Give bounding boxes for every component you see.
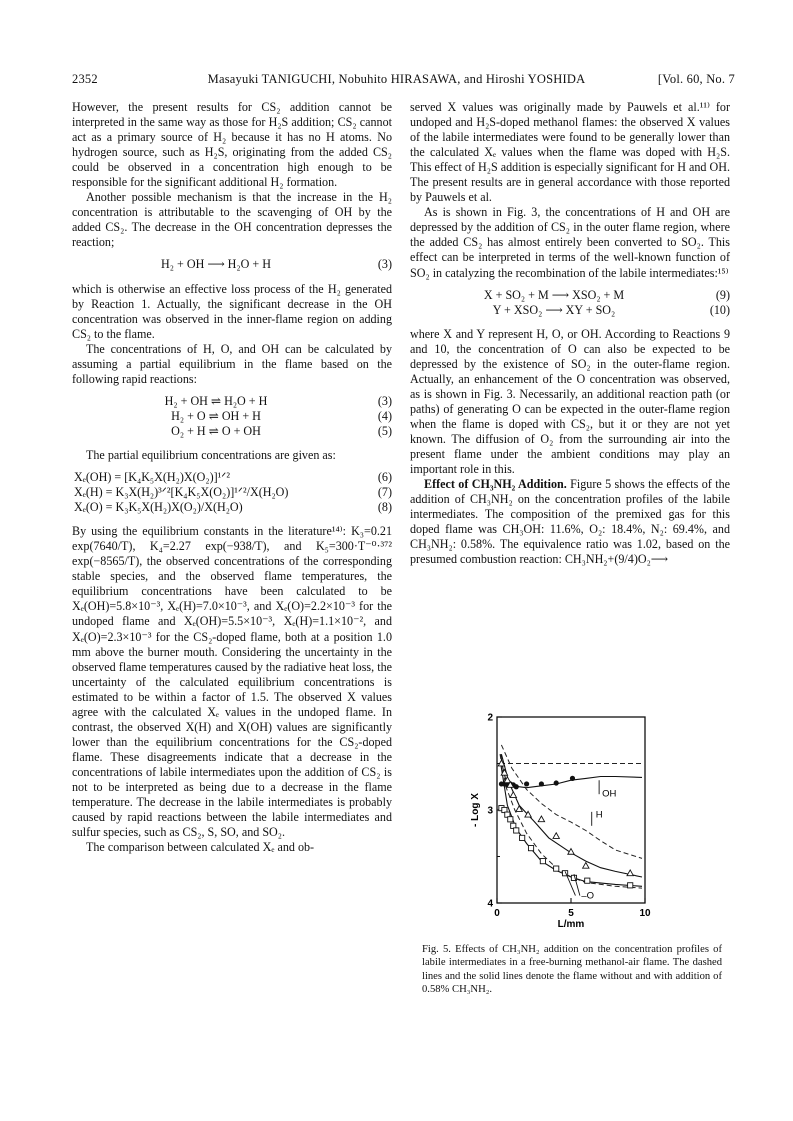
equation — [72, 409, 392, 424]
y-tick-label: 4 — [487, 898, 493, 910]
equation-body: Xₑ(O) = K₃K₅X(H₂)X(O₂)/X(H₂O) — [74, 500, 243, 515]
equation — [410, 303, 730, 318]
data-point-o — [628, 883, 633, 888]
equation-body: H₂ + OH ⇌ H₂O + H — [164, 393, 268, 408]
equation-body: H₂ + OH ⟶ H₂O + H — [161, 257, 271, 272]
equation-number: (3) — [377, 393, 392, 408]
equation — [72, 470, 392, 485]
equation-body: Y + XSO₂ ⟶ XY + SO₂ — [492, 302, 616, 317]
data-point-o — [528, 846, 533, 851]
x-tick-label: 0 — [494, 908, 500, 919]
y-axis-label: - Log X — [470, 793, 481, 827]
paragraph — [410, 477, 730, 567]
equation-number: (5) — [377, 423, 392, 438]
paragraph: served X values was originally made by Pauwels et al.¹¹⁾ for undoped and H₂S-doped methanol flames: the observed X values of the labile intermediates were found to be generally lower than the calculated Xₑ values when the flame was doped with H₂S. This effect of H₂S addition is especially significant for H and OH. The present results are in general accordance with those reported by Pauwels et al. — [410, 100, 730, 205]
equation-number: (4) — [377, 408, 392, 423]
data-point-h — [516, 806, 522, 812]
volume-info: [Vol. 60, No. 7 — [657, 72, 735, 86]
data-point-oh — [554, 780, 559, 785]
paragraph: The concentrations of H, O, and OH can be calculated by assuming a partial equilibrium in the flame based on the following rapid reactions: — [72, 341, 392, 386]
equation — [72, 485, 392, 500]
equation-number: (8) — [377, 500, 392, 515]
running-header-authors: Masayuki TANIGUCHI, Nobuhito HIRASAWA, and Hiroshi YOSHIDA — [207, 72, 586, 86]
equation-block — [72, 394, 392, 439]
equation-body: H₂ + O ⇌ OH + H — [171, 408, 261, 423]
series-o-dashed-line — [500, 754, 642, 888]
paragraph: However, the present results for CS₂ addition cannot be interpreted in the same way as those for H₂S addition; CS₂ cannot act as a primary source of H₂ because it has no H atoms. No hydrogen source, such as H₂S, originating from the added CS₂ could be observed in a concentration high enough to be responsible for the significant additional H₂ formation. — [72, 100, 392, 190]
data-point-h — [538, 816, 544, 822]
paragraph: The partial equilibrium concentrations are given as: — [86, 447, 336, 462]
equation — [410, 288, 730, 303]
equation-block — [410, 288, 730, 318]
x-tick-label: 5 — [568, 908, 574, 919]
data-point-o — [508, 817, 513, 822]
data-point-h — [583, 863, 589, 869]
section-title: Effect of CH₃NH₂ Addition. — [424, 477, 567, 492]
paragraph: The comparison between calculated Xₑ and ob- — [86, 840, 315, 855]
equation — [72, 394, 392, 409]
series-label-oh: OH — [602, 788, 617, 800]
chart-markers — [498, 760, 633, 888]
data-point-h — [627, 870, 633, 876]
data-point-o — [520, 835, 525, 840]
equation-block — [72, 470, 392, 515]
left-column — [72, 100, 392, 855]
figure-5-chart — [410, 700, 730, 940]
right-column — [410, 100, 730, 567]
equation-body: X + SO₂ + M ⟶ XSO₂ + M — [483, 287, 625, 302]
equation — [72, 500, 392, 515]
data-point-o — [554, 866, 559, 871]
equation-block — [72, 257, 392, 272]
paragraph: As is shown in Fig. 3, the concentrations of H and OH are depressed by the addition of CS₂ in the outer flame region, where the added CS₂ has almost entirely been converted to SO₂. This effect can be interpreted in terms of the well-known function of SO₂ in catalyzing the recombination of the labile intermediates:¹⁵⁾ — [410, 205, 730, 280]
series-label-h: H — [595, 809, 603, 821]
equation — [72, 424, 392, 439]
figure-caption: Fig. 5. Effects of CH₃NH₂ addition on the concentration profiles of labile intermediates in a free-burning methanol-air flame. The dashed lines and the solid lines denote the flame without and with addition of 0.58% CH₃NH₂. — [422, 944, 722, 995]
equation — [72, 257, 392, 272]
series-h-dashed-line — [501, 745, 642, 859]
series-label-o: –O — [581, 890, 595, 902]
chart-lines — [500, 745, 642, 888]
equation-number: (7) — [377, 485, 392, 500]
data-point-o — [585, 878, 590, 883]
data-point-h — [553, 833, 559, 839]
data-point-o — [514, 828, 519, 833]
equation-number: (3) — [377, 257, 392, 272]
data-point-h — [510, 792, 516, 798]
paragraph: By using the equilibrium constants in the literature¹⁴⁾: K₃=0.21 exp(7640/T), K₄=2.27 exp(−938/T), and K₅=300·T⁻⁰·³⁷² exp(−8565/T), the observed concentrations of the corresponding stable species, and the observed flame temperatures, the equilibrium concentrations have been calculated to be Xₑ(OH)=5.8×10⁻³, Xₑ(H)=7.0×10⁻³, and Xₑ(O)=2.2×10⁻³ for the undoped flame and Xₑ(OH)=5.5×10⁻³, Xₑ(H)=1.1×10⁻², and Xₑ(O)=2.3×10⁻³ for the CS₂-doped flame, both at a position 1.0 mm above the burner mouth. Considering the uncertainty in the observed flame temperatures caused by the radiative heat loss, the uncertainty of the calculated equilibrium concentrations is estimated to be within a factor of 1.5. The observed X values agree with the calculated Xₑ values in the undoped flame. In contrast, the observed X(H) and X(OH) values are significantly lower than the equilibrium concentrations for the CS₂-doped flame. These disagreements indicate that a decrease in the concentrations of labile intermediates upon the addition of CS₂ is not to be interpreted as being due to a decrease in the flame temperature. The decrease in the labile intermediates is probably caused by rapid reactions between the labile intermediates and sulfur species, such as CS₂, S, SO, and SO₂. — [72, 524, 392, 840]
equation-number: (10) — [709, 302, 730, 317]
data-point-oh — [514, 784, 519, 789]
series-h-solid-line — [501, 754, 642, 877]
data-point-oh — [570, 776, 575, 781]
x-axis-label: L/mm — [557, 919, 585, 930]
chart-axes — [470, 713, 651, 931]
equation-body: Xₑ(H) = K₃X(H₂)³ᐟ²[K₄K₅X(O₂)]¹ᐟ²/X(H₂O) — [74, 485, 289, 500]
data-point-oh — [539, 781, 544, 786]
page-number: 2352 — [72, 72, 98, 86]
data-point-oh — [524, 781, 529, 786]
paragraph-text: Figure 5 shows the effects of the addition of CH₃NH₂ on the concentration profiles of the labile intermediates. The composition of the premixed gas for this doped flame was CH₃OH: 11.6%, O₂: 18.4%, N₂: 69.4%, and CH₃NH₂: 0.58%. The equivalence ratio was 1.02, based on the presumed combustion reaction: CH₃NH₂+(9/4)O₂⟶ — [410, 477, 730, 567]
figure-5 — [410, 700, 730, 940]
paragraph: which is otherwise an effective loss process of the H₂ generated by Reaction 1. Actually, the significant decrease in the OH concentration was observed in the inner-flame region on adding CS₂ to the flame. — [72, 281, 392, 341]
equation-number: (9) — [715, 287, 730, 302]
data-point-o — [540, 859, 545, 864]
paragraph: Another possible mechanism is that the increase in the H₂ concentration is attributable to the scavenging of OH by the added CS₂. The decrease in the OH concentration depresses the reaction; — [72, 190, 392, 250]
y-tick-label: 3 — [487, 805, 493, 817]
equation-body: Xₑ(OH) = [K₄K₅X(H₂)X(O₂)]¹ᐟ² — [74, 470, 231, 485]
equation-number: (6) — [377, 470, 392, 485]
paragraph: where X and Y represent H, O, or OH. According to Reactions 9 and 10, the concentration of O can also be expected to be depressed by the existence of SO₂ in the outer-flame region. Actually, an enhancement of the O concentration was observed, as is shown in Fig. 3. Necessarily, an additional reaction path (or paths) of generating O can be expected in the outer-flame region when the flame is doped with CS₂, but it or they are not yet known. The diffusion of O₂ from the surrounding air into the present flame under the ambient conditions may play an important role in this. — [410, 326, 730, 477]
y-tick-label: 2 — [487, 712, 493, 724]
x-tick-label: 10 — [639, 908, 651, 919]
equation-body: O₂ + H ⇌ O + OH — [171, 423, 261, 438]
